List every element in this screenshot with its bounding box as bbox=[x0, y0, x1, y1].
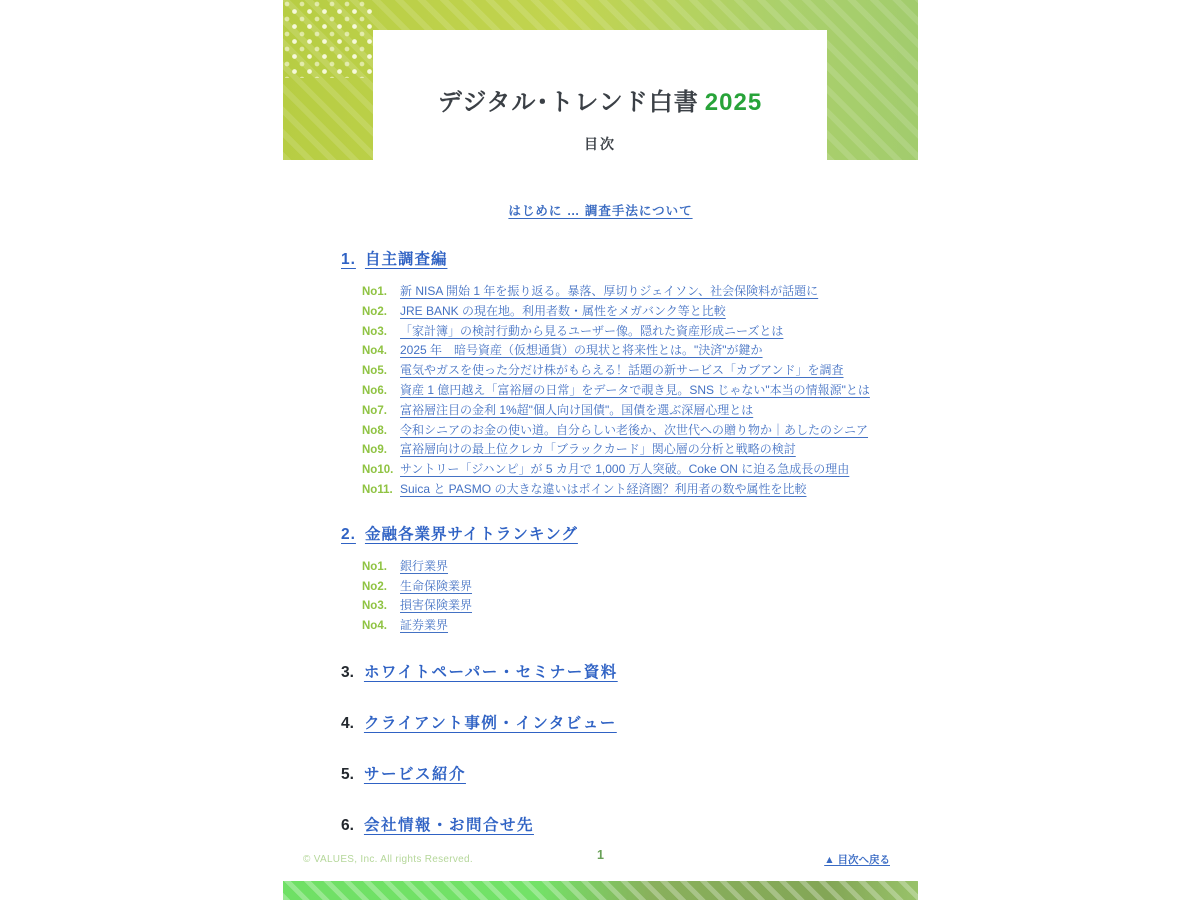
toc-item bbox=[362, 401, 918, 421]
page-title bbox=[373, 82, 827, 117]
toc-item-link[interactable]: 資産 1 億円越え「富裕層の日常」をデータで覗き見。SNS じゃない"本当の情報源"とは bbox=[400, 382, 870, 397]
toc-item-link[interactable]: 証券業界 bbox=[400, 618, 449, 633]
header-banner bbox=[283, 0, 918, 160]
toc-item bbox=[362, 616, 918, 636]
toc-item-link[interactable]: 富裕層注目の金利 1%超"個人向け国債"。国債を選ぶ深層心理とは bbox=[400, 402, 754, 417]
toc-item bbox=[362, 596, 918, 616]
toc-item-link[interactable]: 「家計簿」の検討行動から見るユーザー像。隠れた資産形成ニーズとは bbox=[400, 323, 784, 338]
item-number-label: No9. bbox=[362, 444, 387, 457]
toc-item bbox=[362, 381, 918, 401]
item-number-label: No3. bbox=[362, 600, 387, 613]
toc-item bbox=[362, 322, 918, 342]
title-card bbox=[373, 30, 827, 161]
toc-item bbox=[362, 282, 918, 302]
section-whitepaper bbox=[283, 662, 918, 683]
page-footer bbox=[283, 852, 918, 867]
item-number-label: No4. bbox=[362, 345, 387, 358]
section-1-title: 自主調査編 bbox=[364, 251, 448, 268]
toc-item bbox=[362, 341, 918, 361]
toc-item-link[interactable]: 銀行業界 bbox=[400, 558, 449, 573]
item-number-label: No11. bbox=[362, 483, 393, 496]
copyright-text: © VALUES, Inc. All rights Reserved. bbox=[303, 854, 473, 865]
toc-item bbox=[362, 302, 918, 322]
item-number-label: No8. bbox=[362, 424, 387, 437]
toc-item-link[interactable]: 富裕層向けの最上位クレカ「ブラックカード」関心層の分析と戦略の検討 bbox=[400, 442, 796, 457]
section-1-heading-link[interactable] bbox=[341, 251, 447, 269]
toc-item bbox=[362, 557, 918, 577]
item-number-label: No7. bbox=[362, 404, 387, 417]
toc-item-link[interactable]: 新 NISA 開始 1 年を振り返る。暴落、厚切りジェイソン、社会保険料が話題に bbox=[400, 284, 819, 298]
item-number-label: No5. bbox=[362, 365, 387, 378]
section-company-info bbox=[283, 815, 918, 836]
section-4-link[interactable]: クライアント事例・インタビュー bbox=[363, 714, 617, 732]
item-number-label: No10. bbox=[362, 464, 394, 477]
item-number-label: No1. bbox=[362, 560, 387, 573]
section-research bbox=[283, 220, 918, 500]
item-number-label: No4. bbox=[362, 620, 387, 633]
back-to-toc-link[interactable]: ▲ 目次へ戻る bbox=[824, 854, 890, 866]
intro-row bbox=[283, 201, 918, 220]
section-2-number: 2. bbox=[341, 525, 356, 543]
section-2-heading-link[interactable] bbox=[341, 526, 578, 544]
section-2-item-list bbox=[283, 557, 918, 636]
toc-item bbox=[362, 577, 918, 597]
section-finance-ranking bbox=[283, 500, 918, 636]
item-number-label: No1. bbox=[362, 286, 387, 298]
section-3-number: 3. bbox=[341, 663, 354, 681]
toc-item bbox=[362, 440, 918, 460]
toc-item-link[interactable]: 損害保険業界 bbox=[400, 598, 473, 613]
toc-item bbox=[362, 361, 918, 381]
toc-item bbox=[362, 421, 918, 441]
toc-item-link[interactable]: JRE BANK の現在地。利用者数・属性をメガバンク等と比較 bbox=[400, 303, 726, 318]
section-4-number: 4. bbox=[341, 714, 354, 732]
page-number: 1 bbox=[597, 847, 604, 862]
toc-item-link[interactable]: Suica と PASMO の大きな違いはポイント経済圏？利用者の数や属性を比較 bbox=[400, 481, 807, 496]
toc-item bbox=[362, 480, 918, 500]
toc-item-link[interactable]: 電気やガスを使った分だけ株がもらえる！話題の新サービス「カブアンド」を調査 bbox=[400, 363, 844, 378]
section-5-number: 5. bbox=[341, 765, 354, 783]
item-number-label: No3. bbox=[362, 325, 387, 338]
dot-pattern-decoration bbox=[283, 0, 374, 78]
section-client-cases bbox=[283, 713, 918, 734]
section-1-item-list bbox=[283, 282, 918, 500]
item-number-label: No2. bbox=[362, 305, 387, 318]
section-6-link[interactable]: 会社情報・お問合せ先 bbox=[363, 816, 534, 834]
toc-item-link[interactable]: 令和シニアのお金の使い道。自分らしい老後か、次世代への贈り物か｜あしたのシニア bbox=[400, 422, 869, 437]
toc-item-link[interactable]: 2025 年 暗号資産（仮想通貨）の現状と将来性とは。"決済"が鍵か bbox=[400, 343, 763, 358]
bottom-green-bar bbox=[283, 881, 918, 900]
title-text: デジタル･トレンド白書 bbox=[437, 89, 699, 116]
toc-item-link[interactable]: サントリー「ジハンピ」が 5 カ月で 1,000 万人突破。Coke ON に迫る急成長の理由 bbox=[400, 462, 850, 477]
section-2-title: 金融各業界サイトランキング bbox=[364, 525, 578, 543]
item-number-label: No6. bbox=[362, 384, 387, 397]
toc-content bbox=[283, 160, 918, 862]
toc-subtitle: 目次 bbox=[584, 136, 616, 152]
toc-item bbox=[362, 460, 918, 480]
section-6-number: 6. bbox=[341, 816, 354, 834]
title-year: 2025 bbox=[704, 89, 763, 116]
intro-methodology-link[interactable]: はじめに … 調査手法について bbox=[508, 204, 693, 218]
section-3-link[interactable]: ホワイトペーパー・セミナー資料 bbox=[363, 663, 618, 681]
section-5-link[interactable]: サービス紹介 bbox=[363, 765, 466, 783]
section-1-number: 1. bbox=[341, 251, 356, 268]
item-number-label: No2. bbox=[362, 580, 387, 593]
section-services bbox=[283, 764, 918, 785]
toc-item-link[interactable]: 生命保険業界 bbox=[400, 578, 473, 593]
